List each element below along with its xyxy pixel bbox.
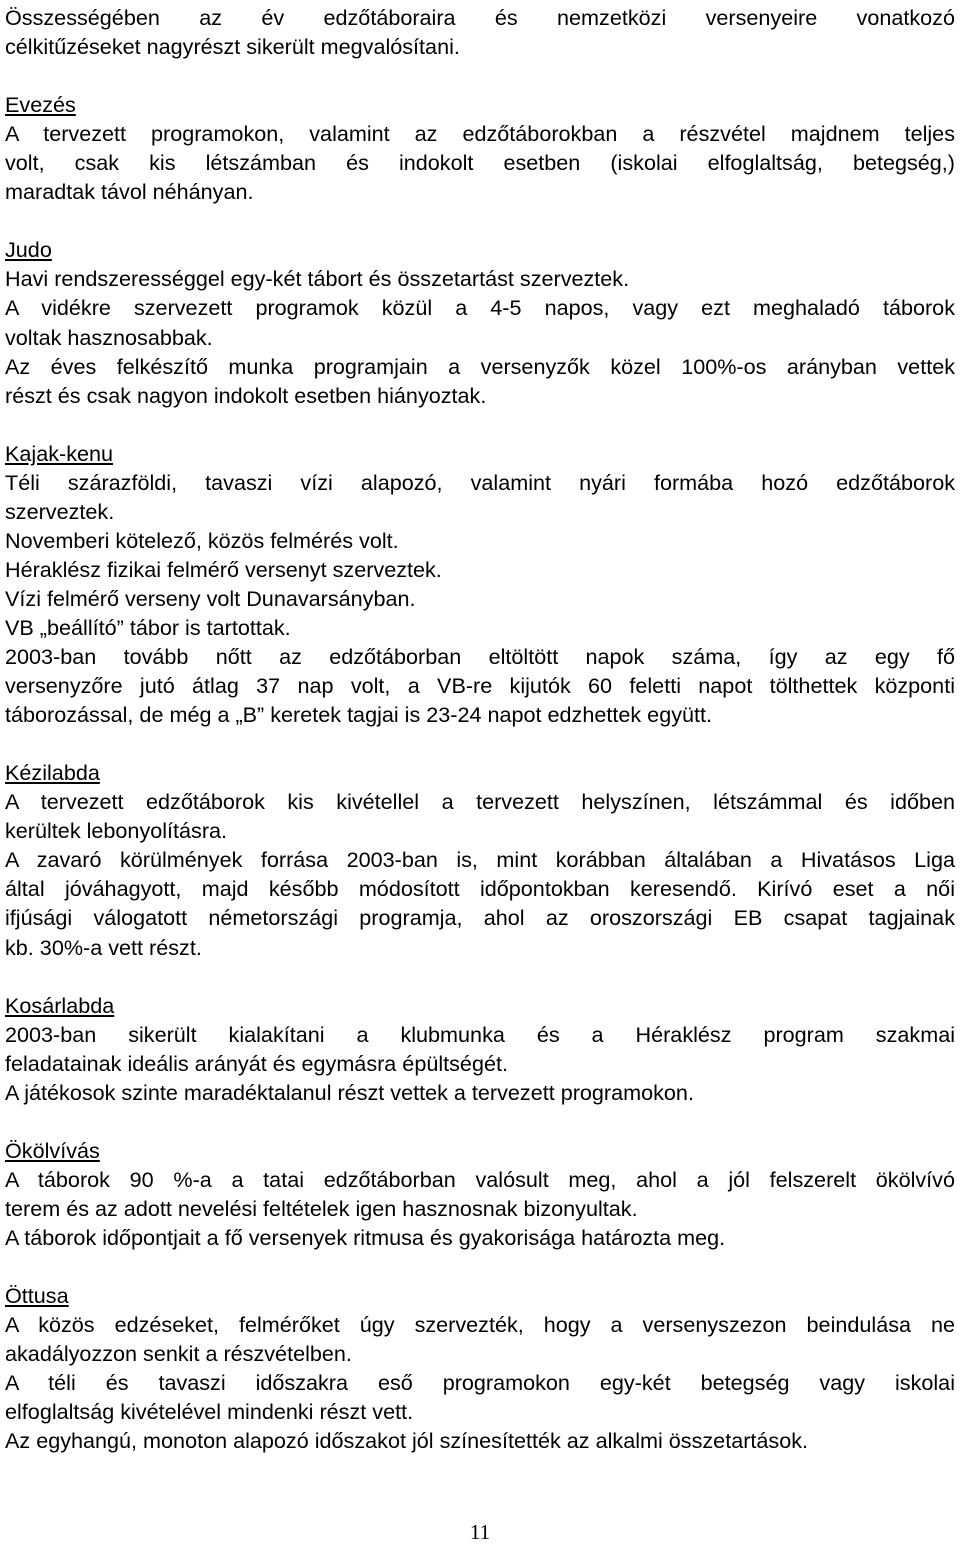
section-text-line: feladatainak ideális arányát és egymásra épültségét. bbox=[5, 1050, 508, 1076]
section-heading: Kajak-kenu bbox=[5, 440, 114, 466]
section-text-line: volt, csak kis létszámban és indokolt esetben (iskolai elfoglaltság, betegség,) bbox=[5, 150, 955, 176]
section-text-line: Héraklész fizikai felmérő versenyt szerveztek. bbox=[5, 556, 442, 582]
section-text-line: voltak hasznosabbak. bbox=[5, 324, 213, 350]
document-body bbox=[5, 3, 955, 1455]
section-text-line: részt és csak nagyon indokolt esetben hiányoztak. bbox=[5, 382, 487, 408]
section-0 bbox=[5, 90, 955, 206]
section-heading: Evezés bbox=[5, 92, 76, 118]
section-heading: Kézilabda bbox=[5, 760, 100, 786]
section-text-line: A tervezett programokon, valamint az edzőtáborokban a részvétel majdnem teljes bbox=[5, 121, 955, 147]
section-text-line: terem és az adott nevelési feltételek igen hasznosnak bizonyultak. bbox=[5, 1195, 638, 1221]
section-heading: Ökölvívás bbox=[5, 1137, 100, 1163]
section-text-line: A játékosok szinte maradéktalanul részt vettek a tervezett programokon. bbox=[5, 1079, 694, 1105]
section-text-line: által jóváhagyott, majd később módosított időpontokban keresendő. Kirívó eset a női bbox=[5, 876, 955, 902]
section-text-line: A táborok 90 %-a a tatai edzőtáborban valósult meg, ahol a jól felszerelt ökölvívó bbox=[5, 1166, 955, 1192]
section-text-line: A zavaró körülmények forrása 2003-ban is, mint korábban általában a Hivatásos Liga bbox=[5, 847, 955, 873]
section-text-line: VB „beállító” tábor is tartottak. bbox=[5, 614, 291, 640]
section-text-line: kb. 30%-a vett részt. bbox=[5, 934, 202, 960]
intro-line: célkitűzéseket nagyrészt sikerült megvalósítani. bbox=[5, 34, 460, 60]
section-text-line: 2003-ban sikerült kialakítani a klubmunka és a Héraklész program szakmai bbox=[5, 1021, 955, 1047]
section-text-line: Havi rendszerességgel egy-két tábort és összetartást szerveztek. bbox=[5, 266, 630, 292]
section-3 bbox=[5, 758, 955, 961]
section-text-line: A tervezett edzőtáborok kis kivétellel a tervezett helyszínen, létszámmal és időben bbox=[5, 789, 955, 815]
section-text-line: A közös edzéseket, felmérőket úgy szervezték, hogy a versenyszezon beindulása ne bbox=[5, 1312, 955, 1338]
section-heading: Judo bbox=[5, 237, 52, 263]
section-5 bbox=[5, 1136, 955, 1252]
section-text-line: Az egyhangú, monoton alapozó időszakot jól színesítették az alkalmi összetartások. bbox=[5, 1428, 809, 1454]
intro-line: Összességében az év edzőtáboraira és nemzetközi versenyeire vonatkozó bbox=[5, 5, 955, 30]
section-heading: Kosárlabda bbox=[5, 992, 115, 1018]
section-text-line: versenyzőre jutó átlag 37 nap volt, a VB-re kijutók 60 feletti napot tölthettek központi bbox=[5, 673, 955, 699]
section-1 bbox=[5, 235, 955, 409]
section-spacer bbox=[5, 1252, 955, 1281]
section-text-line: Téli szárazföldi, tavaszi vízi alapozó, valamint nyári formába hozó edzőtáborok bbox=[5, 469, 955, 495]
section-text-line: kerültek lebonyolításra. bbox=[5, 818, 228, 844]
section-spacer bbox=[5, 729, 955, 758]
section-spacer bbox=[5, 1107, 955, 1136]
section-text-line: A táborok időpontjait a fő versenyek ritmusa és gyakorisága határozta meg. bbox=[5, 1224, 726, 1250]
section-2 bbox=[5, 439, 955, 729]
section-6 bbox=[5, 1281, 955, 1455]
section-text-line: 2003-ban tovább nőtt az edzőtáborban eltöltött napok száma, így az egy fő bbox=[5, 644, 955, 670]
section-text-line: maradtak távol néhányan. bbox=[5, 179, 254, 205]
section-spacer bbox=[5, 962, 955, 991]
section-text-line: akadályozzon senkit a részvételben. bbox=[5, 1341, 352, 1367]
page-number: 11 bbox=[469, 1520, 491, 1544]
section-text-line: Az éves felkészítő munka programjain a versenyzők közel 100%-os arányban vettek bbox=[5, 353, 955, 379]
section-text-line: táborozással, de még a „B” keretek tagjai is 23-24 napot edzhettek együtt. bbox=[5, 702, 713, 728]
intro-paragraph bbox=[5, 3, 955, 61]
section-text-line: ifjúsági válogatott németországi programja, ahol az oroszországi EB csapat tagjainak bbox=[5, 905, 955, 931]
sections-container bbox=[5, 61, 955, 1455]
section-text-line: A téli és tavaszi időszakra eső programokon egy-két betegség vagy iskolai bbox=[5, 1370, 955, 1396]
section-text-line: Novemberi kötelező, közös felmérés volt. bbox=[5, 527, 399, 553]
section-spacer bbox=[5, 61, 955, 90]
section-text-line: elfoglaltság kivételével mindenki részt vett. bbox=[5, 1399, 414, 1425]
section-4 bbox=[5, 991, 955, 1107]
section-text-line: Vízi felmérő verseny volt Dunavarsányban. bbox=[5, 585, 416, 611]
section-spacer bbox=[5, 410, 955, 439]
section-spacer bbox=[5, 206, 955, 235]
section-text-line: A vidékre szervezett programok közül a 4-5 napos, vagy ezt meghaladó táborok bbox=[5, 295, 955, 321]
section-text-line: szerveztek. bbox=[5, 498, 115, 524]
section-heading: Öttusa bbox=[5, 1283, 69, 1309]
